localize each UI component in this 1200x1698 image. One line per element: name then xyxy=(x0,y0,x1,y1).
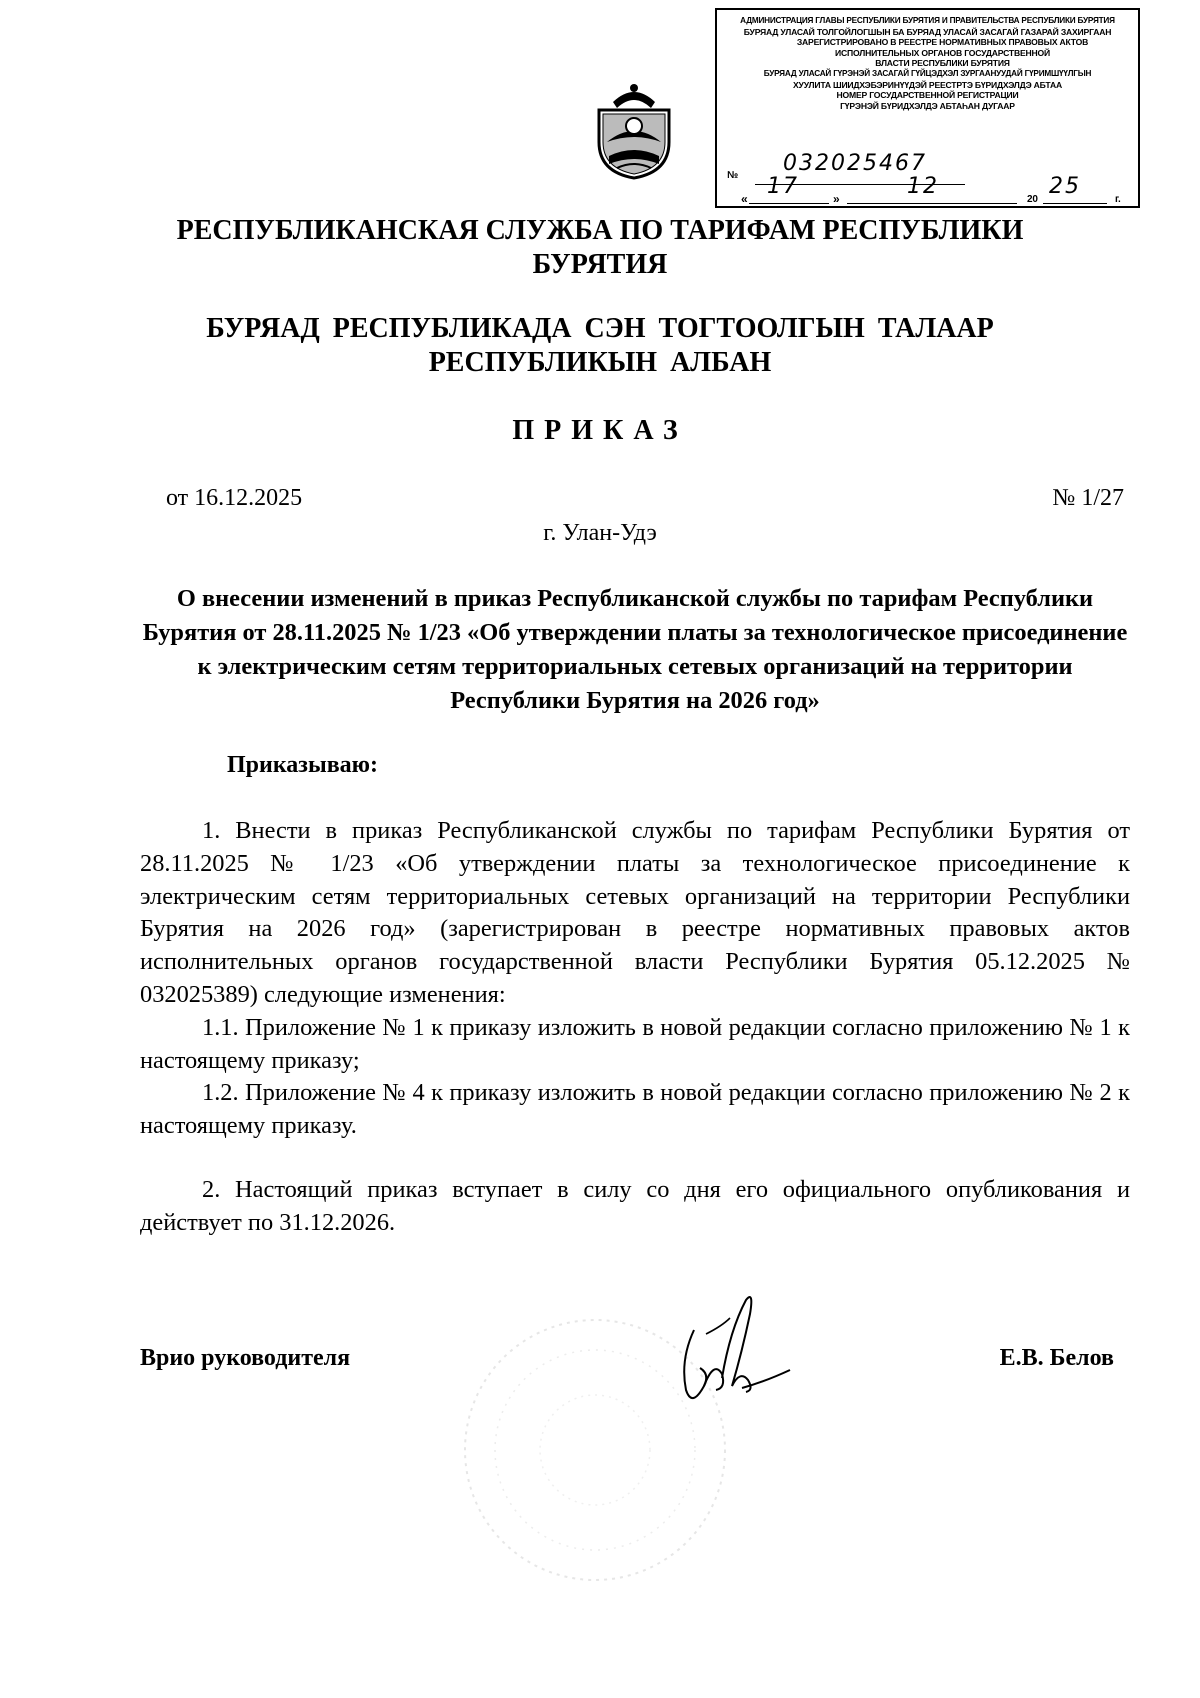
document-number: № 1/27 xyxy=(1052,485,1124,511)
organization-name-ru: РЕСПУБЛИКАНСКАЯ СЛУЖБА ПО ТАРИФАМ РЕСПУБЛИКИ БУРЯТИЯ xyxy=(176,215,1024,280)
stamp-line: БУРЯАД УЛАСАЙ ГҮРЭНЭЙ ЗАСАГАЙ ГҮЙЦЭДХЭЛ ЗУРГААНУУДАЙ ГҮРИМШҮҮЛГЫН xyxy=(763,68,1092,78)
stamp-date-row: « 17 » 12 20 25 г. xyxy=(741,174,1121,206)
stamp-number-value: 032025467 xyxy=(783,151,927,176)
document-type: ПРИКАЗ xyxy=(512,415,688,446)
stamp-line: БУРЯАД УЛАСАЙ ТОЛГОЙЛОГШЫН БА БУРЯАД УЛАСАЙ ЗАСАГАЙ ГАЗАРАЙ ЗАХИРГААН xyxy=(743,26,1112,37)
stamp-line: ВЛАСТИ РЕСПУБЛИКИ БУРЯТИЯ xyxy=(875,58,1010,69)
stamp-line: АДМИНИСТРАЦИЯ ГЛАВЫ РЕСПУБЛИКИ БУРЯТИЯ И ПРАВИТЕЛЬСТВА РЕСПУБЛИКИ БУРЯТИЯ xyxy=(740,16,1115,25)
signer-title: Врио руководителя xyxy=(140,1345,351,1371)
document-subject: О внесении изменений в приказ Республиканской службы по тарифам Республики Бурятия от 28.11.2025 № 1/23 «Об утверждении платы за технологическое присоединение к электрическим сетям территориальных сетевых организаций на территории Республики Бурятия на 2026 год» xyxy=(142,585,1128,714)
registration-stamp xyxy=(715,8,1140,208)
stamp-date-month: 12 xyxy=(907,174,939,199)
coat-of-arms-emblem xyxy=(595,80,673,180)
paragraph: 1. Внести в приказ Республиканской службы по тарифам Республики Бурятия от 28.11.2025 № 1/23 «Об утверждении платы за технологическое присоединение к электрическим сетям территориальных сетевых организаций на территории Республики Бурятия на 2026 год» (зарегистрирован в реестре нормативных правовых актов исполнительных органов государственной власти Республики Бурятия 05.12.2025 № 032025389) следующие изменения: xyxy=(140,817,1130,1008)
stamp-line: ГҮРЭНЭЙ БҮРИДХЭЛДЭ АБТАҺАН ДУГААР xyxy=(840,100,1015,111)
paragraph: 1.2. Приложение № 4 к приказу изложить в новой редакции согласно приложению № 2 к настоящему приказу. xyxy=(140,1079,1130,1140)
stamp-year-mark: г. xyxy=(1115,194,1121,205)
signer-name: Е.В. Белов xyxy=(999,1345,1114,1371)
paragraph: 1.1. Приложение № 1 к приказу изложить в новой редакции согласно приложению № 1 к настоящему приказу; xyxy=(140,1013,1130,1074)
stamp-number-label: № xyxy=(727,170,738,181)
stamp-line: ХУУЛИТА ШИИДХЭБЭРИНҮҮДЭЙ РЕЕСТРТЭ БҮРИДХЭЛДЭ АБТАА xyxy=(793,79,1062,90)
stamp-date-day: 17 xyxy=(767,174,799,199)
stamp-year-prefix: 20 xyxy=(1027,194,1038,205)
stamp-line: НОМЕР ГОСУДАРСТВЕННОЙ РЕГИСТРАЦИИ xyxy=(836,90,1019,101)
paragraph: 2. Настоящий приказ вступает в силу со дня его официального опубликования и действует по 31.12.2026. xyxy=(140,1175,1130,1236)
stamp-line: ЗАРЕГИСТРИРОВАНО В РЕЕСТРЕ НОРМАТИВНЫХ ПРАВОВЫХ АКТОВ xyxy=(796,37,1089,48)
preamble: Приказываю: xyxy=(227,752,378,778)
document-body xyxy=(140,815,1130,1240)
stamp-year-suffix: 25 xyxy=(1049,174,1081,199)
organization-name-bu: БУРЯАД РЕСПУБЛИКАДА СЭН ТОГТООЛГЫН ТАЛААР РЕСПУБЛИКЫН АЛБАН xyxy=(206,313,994,378)
document-city: г. Улан-Удэ xyxy=(543,520,657,546)
handwritten-signature xyxy=(670,1290,800,1420)
stamp-line: ИСПОЛНИТЕЛЬНЫХ ОРГАНОВ ГОСУДАРСТВЕННОЙ xyxy=(835,47,1050,58)
document-date: от 16.12.2025 xyxy=(166,485,303,511)
